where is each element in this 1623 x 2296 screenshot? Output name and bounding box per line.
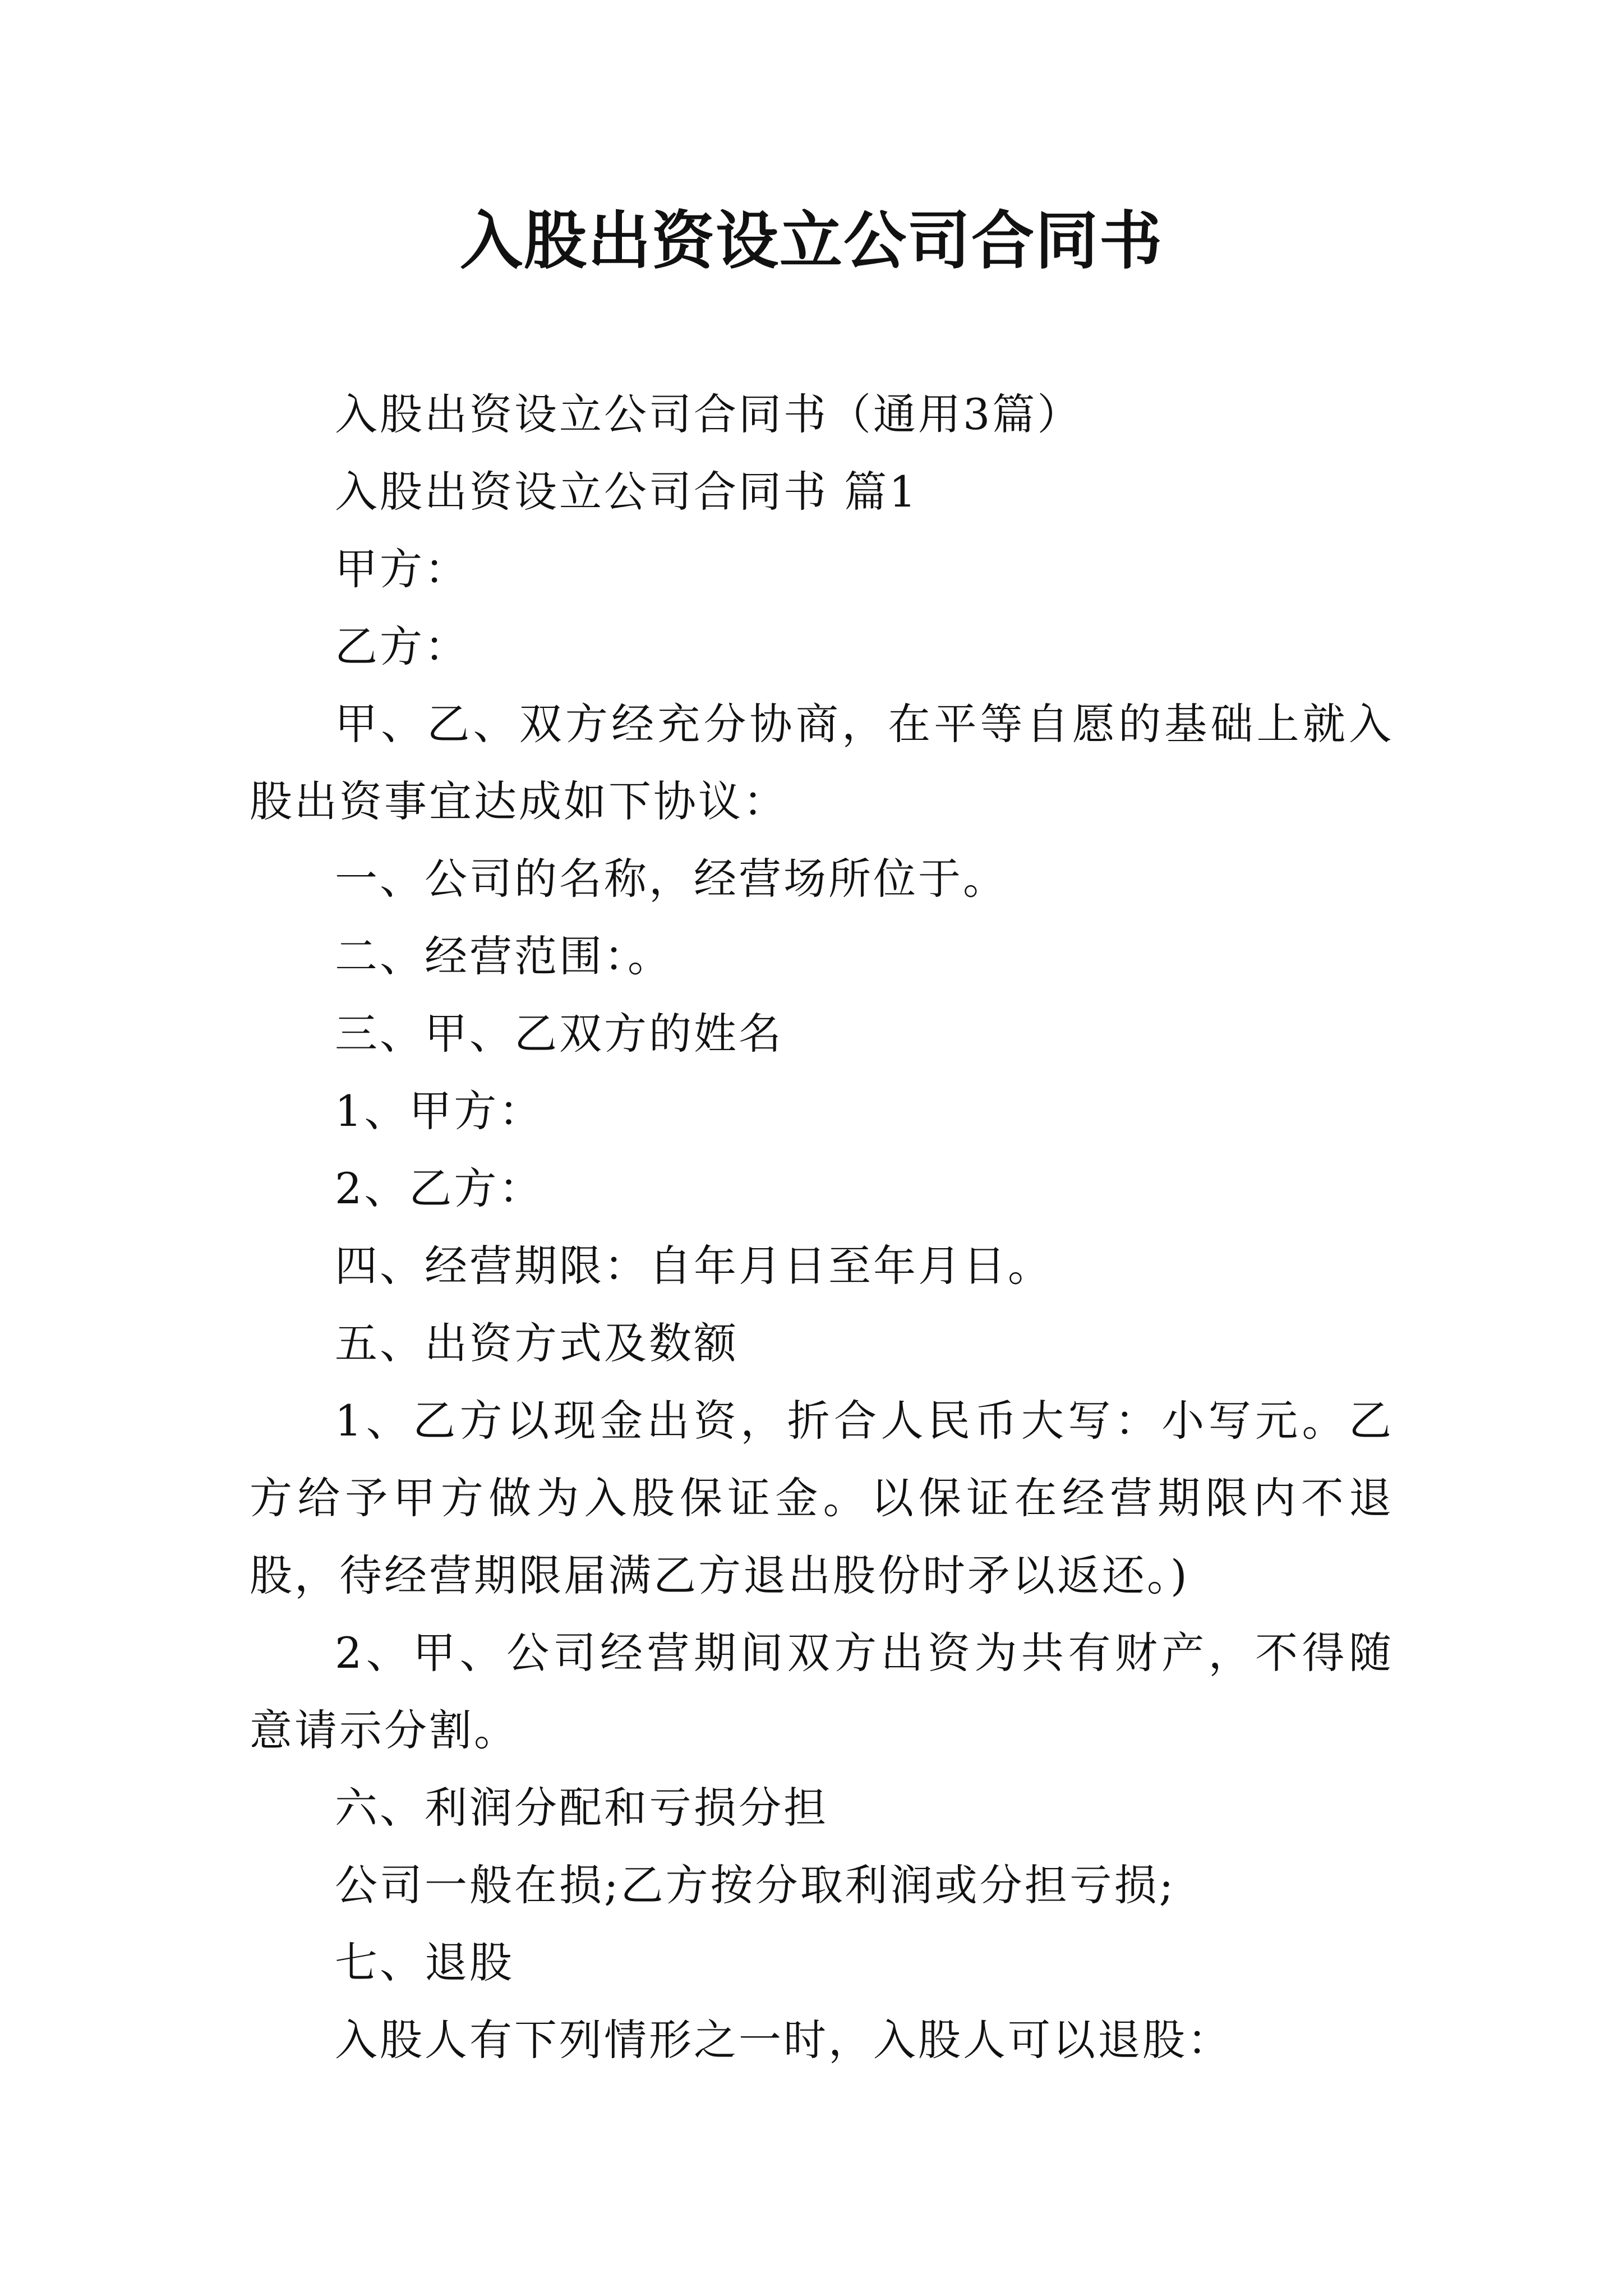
paragraph-clause-3: 三、甲、乙双方的姓名 bbox=[335, 1009, 783, 1059]
paragraph-subtitle: 入股出资设立公司合同书（通用3篇） bbox=[335, 389, 1082, 439]
paragraph-clause-5-item-2: 2、甲、公司经营期间双方出资为共有财产，不得随意请示分割。 bbox=[250, 1628, 1394, 1755]
paragraph-clause-6: 六、利润分配和亏损分担 bbox=[335, 1783, 828, 1833]
paragraph-clause-2: 二、经营范围：。 bbox=[335, 931, 672, 981]
paragraph-clause-3-item-1: 1、甲方： bbox=[335, 1086, 544, 1136]
paragraph-clause-6-detail: 公司一般在损;乙方按分取利润或分担亏损; bbox=[335, 1860, 1176, 1910]
paragraph-clause-3-item-2: 2、乙方： bbox=[335, 1163, 544, 1213]
paragraph-intro: 甲、乙、双方经充分协商，在平等自愿的基础上就入股出资事宜达成如下协议： bbox=[250, 699, 1394, 826]
paragraph-clause-4: 四、经营期限：自年月日至年月日。 bbox=[335, 1241, 1053, 1291]
document-title: 入股出资设立公司合同书 bbox=[460, 204, 1163, 278]
paragraph-clause-7: 七、退股 bbox=[335, 1938, 514, 1987]
paragraph-clause-1: 一、公司的名称，经营场所位于。 bbox=[335, 854, 1008, 904]
paragraph-section-heading: 入股出资设立公司合同书 篇1 bbox=[335, 467, 919, 517]
paragraph-party-a: 甲方： bbox=[335, 544, 469, 594]
paragraph-clause-5: 五、出资方式及数额 bbox=[335, 1318, 739, 1368]
document-body bbox=[250, 376, 1394, 2079]
paragraph-clause-5-item-1: 1、乙方以现金出资，折合人民币大写：小写元。乙方给予甲方做为入股保证金。以保证在经营期限内不退股，待经营期限届满乙方退出股份时矛以返还。) bbox=[250, 1396, 1394, 1600]
paragraph-clause-7-detail: 入股人有下列情形之一时，入股人可以退股： bbox=[335, 2015, 1232, 2065]
paragraph-party-b: 乙方： bbox=[335, 622, 469, 671]
